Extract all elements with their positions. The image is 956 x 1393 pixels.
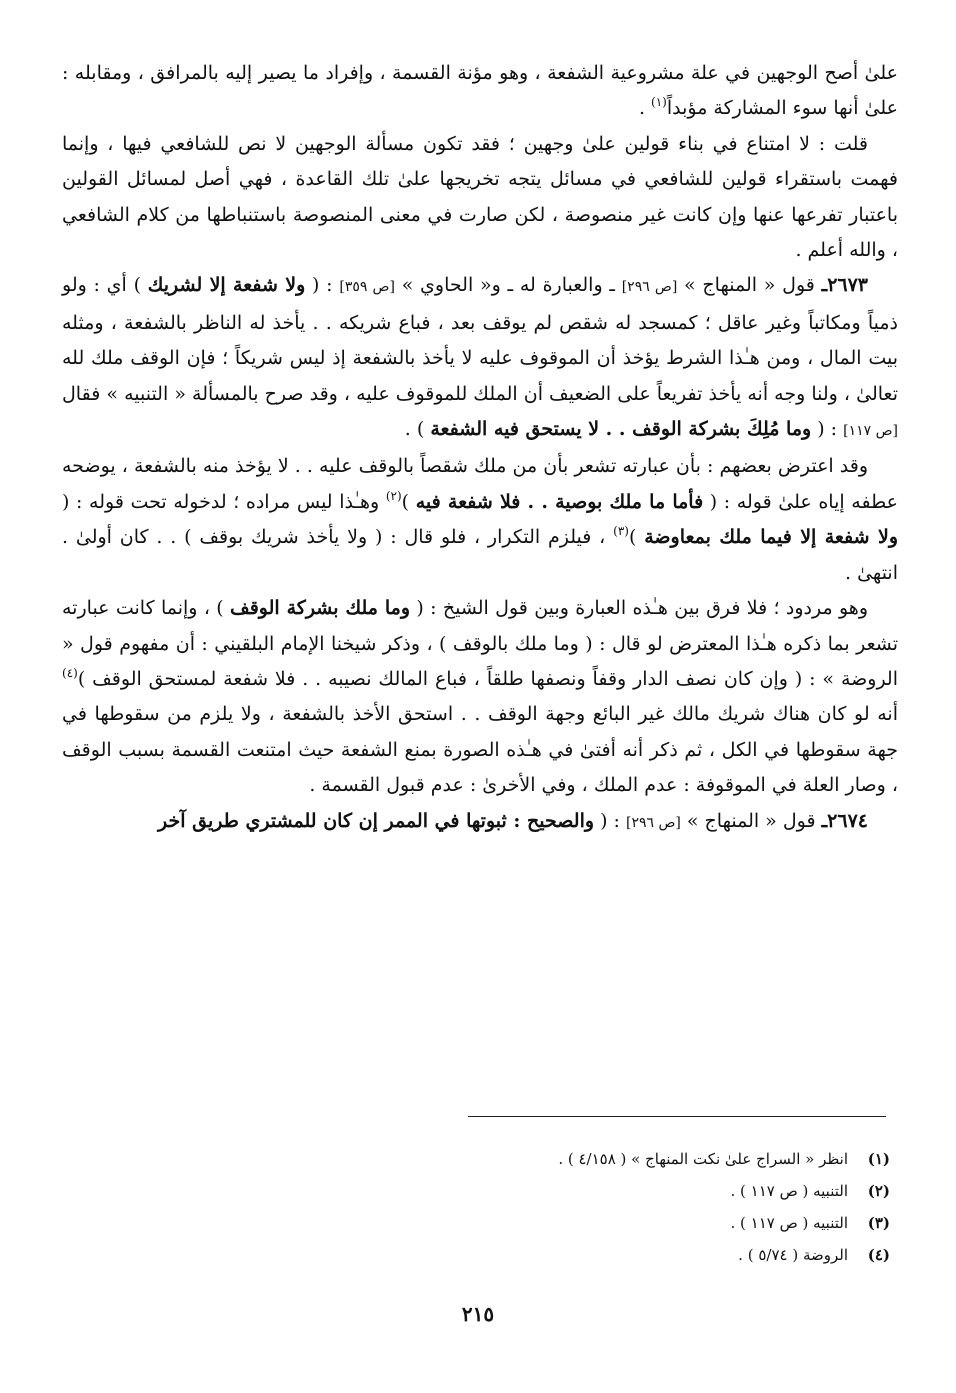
footnote-number: (٢) [867, 1182, 890, 1200]
text-segment: ) أي : ولو ذمياً ومكاتباً وغير عاقل ؛ كمسجد له شقص لم يوقف بعد ، فباع شريكه . . يأخذ له الناظر بالشفعة ، ومثله بيت المال ، ومن هـٰذا الشرط يؤخذ أن الموقوف عليه لا يأخذ بالشفعة إذ ليس شريكاً ؛ فإن الوقف ملك لله تعالىٰ ، ولنا وجه أنه يأخذ تفريعاً على الضعيف أن الملك للموقوف عليه ، وقد صرح بالمسألة « التنبيه » فقال [62, 274, 898, 405]
text-segment: : ( [305, 274, 340, 297]
footnote-ref[interactable]: (٤) [62, 665, 78, 680]
paragraph [62, 449, 898, 591]
footnote-divider [468, 1116, 886, 1117]
text-segment: علىٰ أصح الوجهين في علة مشروعية الشفعة ، وهو مؤنة القسمة ، وإفراد ما يصير إليه بالمرافق ، ومقابله : علىٰ أنها سوء المشاركة مؤبداً [62, 62, 898, 120]
footnote-ref[interactable]: (٢) [385, 488, 402, 503]
footnote-item [190, 1143, 890, 1175]
quoted-text: وما ملك بشركة الوقف [230, 597, 410, 620]
page-reference: [ص ٢٩٦] [625, 814, 681, 831]
text-segment: : ( [811, 418, 844, 441]
paragraph [62, 56, 898, 127]
text-segment: ـ والعبارة له ـ و« الحاوي » [394, 274, 622, 297]
paragraph [62, 268, 898, 449]
quoted-text: فأما ما ملك بوصية . . فلا شفعة فيه [415, 490, 704, 513]
page-reference: [ص ٣٥٩] [339, 279, 395, 296]
text-segment: ) [401, 490, 416, 513]
footnote-text: انظر « السراج علىٰ نكت المنهاج » ( ٤/١٥٨ ) . [558, 1150, 848, 1168]
footnote-text: التنبيه ( ص ١١٧ ) . [730, 1214, 848, 1232]
text-segment: قول « المنهاج » [677, 274, 822, 297]
text-segment: ) ، وإنما كانت عبارته تشعر بما ذكره هـٰذا المعترض لو قال : ( وما ملك بالوقف ) ، وذكر شيخنا الإمام البلقيني : أن مفهوم قول « الروضة » : ( وإن كان نصف الدار وقفاً ونصفها طلقاً ، فباع المالك نصيبه . . فلا شفعة لمستحق الوقف ) [62, 597, 898, 690]
footnote-item [190, 1207, 890, 1239]
footnotes [190, 1143, 890, 1271]
paragraph [62, 127, 898, 269]
issue-number: ٢٦٧٣ـ [821, 274, 869, 297]
text-segment: : ( [594, 809, 626, 832]
text-segment: وقد اعترض بعضهم : بأن عبارته تشعر بأن من ملك شقصاً بالوقف عليه . . لا يؤخذ منه بالشفعة ، يوضحه عطفه إياه علىٰ قوله : ( [62, 455, 898, 513]
quoted-text: وما مُلِكَ بشركة الوقف . . لا يستحق فيه الشفعة [430, 418, 812, 441]
text-segment: وهـٰذا ليس مراده ؛ لدخوله تحت قوله : ( [62, 490, 386, 513]
footnote-ref[interactable]: (٣) [613, 524, 629, 539]
text-segment: وهو مردود ؛ فلا فرق بين هـٰذه العبارة وبين قول الشيخ : ( [410, 597, 868, 620]
text-segment: ) [628, 526, 645, 549]
quoted-text: والصحيح : ثبوتها في الممر إن كان للمشتري طريق آخر [158, 809, 595, 832]
page-number: ٢١٥ [461, 1302, 495, 1326]
text-segment: قول « المنهاج » [680, 809, 822, 832]
footnote-text: التنبيه ( ص ١١٧ ) . [730, 1182, 848, 1200]
footnote-number: (٣) [867, 1214, 890, 1232]
issue-number: ٢٦٧٤ـ [821, 809, 868, 832]
footnote-number: (٤) [867, 1246, 890, 1264]
page-body [62, 56, 898, 841]
text-segment: أنه لو كان هناك شريك مالك غير البائع وجهة الوقف . . استحق الأخذ بالشفعة ، ولا يلزم من سقوطها في جهة سقوطها في الكل ، ثم ذكر أنه أفتىٰ في هـٰذه الصورة بمنع الشفعة حيث امتنعت القسمة بسبب الوقف ، وصار العلة في الموقوفة : عدم الملك ، وفي الأخرىٰ : عدم قبول القسمة . [62, 703, 898, 797]
paragraph [62, 591, 898, 803]
text-segment: ، فيلزم التكرار ، فلو قال : ( ولا يأخذ شريك بوقف ) . . كان أولىٰ . انتهىٰ . [62, 526, 898, 584]
text-segment: قلت : لا امتناع في بناء قولين علىٰ وجهين ؛ فقد تكون مسألة الوجهين لا نص للشافعي فيها ، وإنما فهمت باستقراء قولين للشافعي في مسائل يتجه تخريجها علىٰ تلك القاعدة ، فهي أصل لمسائل القولين باعتبار تفرعها عنها وإن كانت غير منصوصة ، لكن صارت في معنى المنصوصة باستنباطها من كلام الشافعي ، والله أعلم . [62, 132, 898, 262]
text-segment: ) . [404, 418, 431, 441]
main-text [62, 56, 898, 841]
footnote-item [190, 1239, 890, 1271]
text-segment: . [638, 97, 652, 120]
quoted-text: ولا شفعة إلا فيما ملك بمعاوضة [644, 526, 898, 549]
page-reference: [ص ٢٩٦] [621, 279, 678, 296]
footnote-ref[interactable]: (١) [651, 95, 667, 110]
footnote-number: (١) [867, 1150, 890, 1168]
quoted-text: ولا شفعة إلا لشريك [147, 274, 306, 297]
paragraph [62, 804, 898, 841]
page-reference: [ص ١١٧] [843, 423, 898, 440]
footnote-item [190, 1175, 890, 1207]
footnote-text: الروضة ( ٥/٧٤ ) . [738, 1246, 848, 1264]
